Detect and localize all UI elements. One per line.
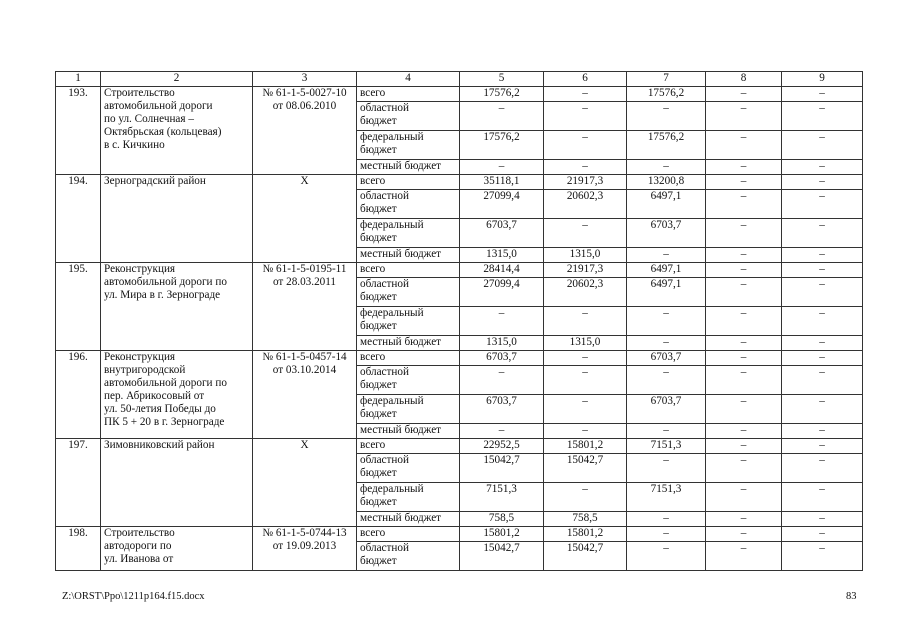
value-cell: 1315,0	[460, 248, 544, 263]
funding-source	[357, 542, 460, 571]
value-cell: –	[627, 160, 706, 175]
value-cell: –	[706, 454, 782, 483]
value-cell: –	[627, 248, 706, 263]
value-cell: –	[627, 542, 706, 571]
object-name-line: автодороги по	[104, 540, 172, 552]
value-cell: 21917,3	[544, 263, 627, 278]
object-name-line: автомобильной дороги по	[104, 276, 227, 288]
table-row	[56, 351, 863, 366]
value-cell: –	[627, 424, 706, 439]
value-cell: –	[782, 219, 863, 248]
value-cell: –	[706, 102, 782, 131]
funding-source	[357, 131, 460, 160]
document-ref	[253, 87, 357, 175]
funding-source	[357, 395, 460, 424]
value-cell: –	[706, 278, 782, 307]
object-name-line: Октябрьская (кольцевая)	[104, 126, 222, 138]
funding-source: местный бюджет	[357, 512, 460, 527]
value-cell: 22952,5	[460, 439, 544, 454]
value-cell: –	[706, 483, 782, 512]
value-cell: –	[706, 351, 782, 366]
document-ref-line: № 61-1-5-0027-10	[262, 87, 347, 99]
value-cell: –	[544, 424, 627, 439]
object-name-line: Зимовниковский район	[104, 439, 215, 451]
value-cell: –	[782, 102, 863, 131]
funding-source-line: бюджет	[360, 379, 397, 391]
row-number: 195.	[56, 263, 101, 351]
funding-source-line: бюджет	[360, 232, 397, 244]
value-cell: –	[782, 160, 863, 175]
value-cell: 17576,2	[460, 131, 544, 160]
table-body	[56, 72, 863, 571]
value-cell: –	[782, 131, 863, 160]
value-cell: –	[544, 307, 627, 336]
document-ref-line: № 61-1-5-0457-14	[262, 351, 347, 363]
funding-source-line: областной	[360, 102, 409, 114]
value-cell: 1315,0	[544, 336, 627, 351]
funding-source-line: бюджет	[360, 203, 397, 215]
document-ref	[253, 351, 357, 439]
value-cell: 6703,7	[627, 219, 706, 248]
row-number: 198.	[56, 527, 101, 571]
funding-source	[357, 219, 460, 248]
row-number: 197.	[56, 439, 101, 527]
funding-source-line: областной	[360, 454, 409, 466]
value-cell: –	[460, 307, 544, 336]
value-cell: 7151,3	[627, 439, 706, 454]
value-cell: –	[782, 175, 863, 190]
document-ref	[253, 175, 357, 263]
value-cell: –	[460, 102, 544, 131]
funding-source: местный бюджет	[357, 424, 460, 439]
object-name-line: автомобильной дороги	[104, 100, 213, 112]
funding-source-line: федеральный	[360, 219, 424, 231]
funding-source: местный бюджет	[357, 248, 460, 263]
funding-source	[357, 190, 460, 219]
value-cell: –	[627, 366, 706, 395]
value-cell: –	[627, 454, 706, 483]
funding-source	[357, 278, 460, 307]
value-cell: –	[706, 190, 782, 219]
object-name	[101, 263, 253, 351]
object-name-line: автомобильной дороги по	[104, 377, 227, 389]
value-cell: –	[782, 248, 863, 263]
value-cell: 6497,1	[627, 190, 706, 219]
value-cell: 15801,2	[544, 439, 627, 454]
value-cell: –	[627, 336, 706, 351]
value-cell: –	[544, 366, 627, 395]
document-ref-line: от 19.09.2013	[272, 540, 337, 552]
header-cell: 7	[627, 72, 706, 87]
table-row	[56, 263, 863, 278]
document-ref-line: от 03.10.2014	[272, 364, 337, 376]
object-name-line: пер. Абрикосовый от	[104, 390, 205, 402]
row-number: 193.	[56, 87, 101, 175]
funding-source-line: бюджет	[360, 408, 397, 420]
value-cell: –	[460, 366, 544, 395]
value-cell: 27099,4	[460, 278, 544, 307]
value-cell: 20602,3	[544, 190, 627, 219]
table-row	[56, 439, 863, 454]
value-cell: –	[706, 175, 782, 190]
value-cell: –	[627, 307, 706, 336]
object-name-line: по ул. Солнечная –	[104, 113, 194, 125]
header-cell: 4	[357, 72, 460, 87]
value-cell: 35118,1	[460, 175, 544, 190]
funding-source: всего	[357, 87, 460, 102]
funding-source-line: бюджет	[360, 496, 397, 508]
table-row	[56, 175, 863, 190]
funding-source-line: бюджет	[360, 555, 397, 567]
value-cell: –	[782, 336, 863, 351]
value-cell: –	[627, 512, 706, 527]
funding-source: местный бюджет	[357, 336, 460, 351]
value-cell: –	[782, 87, 863, 102]
value-cell: 21917,3	[544, 175, 627, 190]
value-cell: 6497,1	[627, 263, 706, 278]
value-cell: 15801,2	[460, 527, 544, 542]
value-cell: –	[782, 395, 863, 424]
funding-source: всего	[357, 175, 460, 190]
value-cell: 1315,0	[460, 336, 544, 351]
value-cell: –	[706, 439, 782, 454]
object-name-line: Строительство	[104, 527, 175, 539]
funding-source	[357, 102, 460, 131]
value-cell: –	[706, 395, 782, 424]
value-cell: –	[706, 263, 782, 278]
value-cell: –	[706, 542, 782, 571]
funding-source	[357, 454, 460, 483]
value-cell: –	[706, 160, 782, 175]
value-cell: 15801,2	[544, 527, 627, 542]
object-name	[101, 175, 253, 263]
value-cell: –	[627, 527, 706, 542]
value-cell: 6703,7	[460, 395, 544, 424]
object-name-line: Строительство	[104, 87, 175, 99]
document-ref	[253, 263, 357, 351]
value-cell: –	[782, 263, 863, 278]
funding-source-line: бюджет	[360, 144, 397, 156]
funding-source-line: федеральный	[360, 131, 424, 143]
value-cell: –	[544, 131, 627, 160]
object-name	[101, 87, 253, 175]
value-cell: 17576,2	[627, 131, 706, 160]
funding-source-line: федеральный	[360, 483, 424, 495]
object-name-line: ул. Мира в г. Зернограде	[104, 289, 221, 301]
funding-source-line: федеральный	[360, 307, 424, 319]
row-number: 194.	[56, 175, 101, 263]
document-ref-line: № 61-1-5-0744-13	[262, 527, 347, 539]
object-name-line: ул. Иванова от	[104, 553, 174, 565]
funding-source-line: федеральный	[360, 395, 424, 407]
value-cell: –	[706, 424, 782, 439]
funding-source: всего	[357, 351, 460, 366]
row-number: 196.	[56, 351, 101, 439]
header-cell: 3	[253, 72, 357, 87]
value-cell: –	[544, 160, 627, 175]
header-cell: 9	[782, 72, 863, 87]
funding-source-line: областной	[360, 366, 409, 378]
value-cell: –	[782, 307, 863, 336]
funding-source	[357, 483, 460, 512]
value-cell: –	[544, 102, 627, 131]
funding-source: всего	[357, 263, 460, 278]
header-cell: 8	[706, 72, 782, 87]
value-cell: –	[706, 307, 782, 336]
value-cell: 15042,7	[460, 454, 544, 483]
value-cell: –	[706, 87, 782, 102]
funding-source	[357, 366, 460, 395]
value-cell: –	[782, 527, 863, 542]
value-cell: –	[706, 512, 782, 527]
document-ref	[253, 527, 357, 571]
value-cell: 15042,7	[544, 454, 627, 483]
value-cell: 758,5	[544, 512, 627, 527]
value-cell: –	[782, 454, 863, 483]
value-cell: –	[544, 351, 627, 366]
value-cell: –	[460, 424, 544, 439]
value-cell: 17576,2	[627, 87, 706, 102]
value-cell: –	[782, 439, 863, 454]
object-name-line: внутригородской	[104, 364, 186, 376]
object-name	[101, 439, 253, 527]
funding-source	[357, 307, 460, 336]
value-cell: –	[782, 424, 863, 439]
value-cell: 6703,7	[460, 219, 544, 248]
value-cell: 6497,1	[627, 278, 706, 307]
object-name-line: в с. Кичкино	[104, 139, 165, 151]
document-ref-line: от 28.03.2011	[272, 276, 337, 288]
value-cell: –	[782, 512, 863, 527]
value-cell: 7151,3	[627, 483, 706, 512]
object-name-line: ул. 50-летия Победы до	[104, 403, 216, 415]
value-cell: 13200,8	[627, 175, 706, 190]
value-cell: –	[706, 248, 782, 263]
page-number: 83	[846, 591, 857, 602]
funding-source-line: бюджет	[360, 467, 397, 479]
table-row	[56, 527, 863, 542]
value-cell: 1315,0	[544, 248, 627, 263]
value-cell: –	[782, 190, 863, 219]
table-row	[56, 87, 863, 102]
value-cell: 15042,7	[460, 542, 544, 571]
document-ref	[253, 439, 357, 527]
value-cell: –	[627, 102, 706, 131]
value-cell: 7151,3	[460, 483, 544, 512]
funding-source-line: областной	[360, 190, 409, 202]
document-ref-line: X	[300, 175, 309, 187]
file-path: Z:\ORST\Ppo\1211p164.f15.docx	[62, 591, 205, 602]
value-cell: 27099,4	[460, 190, 544, 219]
value-cell: –	[782, 483, 863, 512]
object-name-line: ПК 5 + 20 в г. Зернограде	[104, 416, 225, 428]
funding-source-line: бюджет	[360, 291, 397, 303]
funding-source: всего	[357, 439, 460, 454]
value-cell: 28414,4	[460, 263, 544, 278]
object-name-line: Реконструкция	[104, 263, 176, 275]
value-cell: 758,5	[460, 512, 544, 527]
value-cell: 17576,2	[460, 87, 544, 102]
value-cell: 15042,7	[544, 542, 627, 571]
object-name	[101, 527, 253, 571]
document-ref-line: № 61-1-5-0195-11	[262, 263, 347, 275]
value-cell: –	[782, 351, 863, 366]
funding-source-line: областной	[360, 542, 409, 554]
budget-table	[55, 71, 863, 571]
value-cell: –	[706, 527, 782, 542]
value-cell: 6703,7	[460, 351, 544, 366]
value-cell: –	[706, 219, 782, 248]
value-cell: –	[544, 483, 627, 512]
funding-source-line: бюджет	[360, 320, 397, 332]
header-cell: 6	[544, 72, 627, 87]
header-cell: 1	[56, 72, 101, 87]
object-name-line: Зерноградский район	[104, 175, 206, 187]
object-name-line: Реконструкция	[104, 351, 176, 363]
header-cell: 2	[101, 72, 253, 87]
header-cell: 5	[460, 72, 544, 87]
value-cell: –	[706, 366, 782, 395]
document-ref-line: от 08.06.2010	[272, 100, 337, 112]
value-cell: –	[782, 278, 863, 307]
value-cell: –	[544, 219, 627, 248]
value-cell: –	[782, 542, 863, 571]
value-cell: 20602,3	[544, 278, 627, 307]
value-cell: –	[706, 131, 782, 160]
value-cell: –	[544, 87, 627, 102]
document-ref-line: X	[300, 439, 309, 451]
funding-source-line: областной	[360, 278, 409, 290]
funding-source-line: бюджет	[360, 115, 397, 127]
object-name	[101, 351, 253, 439]
value-cell: 6703,7	[627, 351, 706, 366]
funding-source: всего	[357, 527, 460, 542]
value-cell: 6703,7	[627, 395, 706, 424]
value-cell: –	[706, 336, 782, 351]
funding-source: местный бюджет	[357, 160, 460, 175]
value-cell: –	[544, 395, 627, 424]
value-cell: –	[460, 160, 544, 175]
header-row	[56, 72, 863, 87]
value-cell: –	[782, 366, 863, 395]
